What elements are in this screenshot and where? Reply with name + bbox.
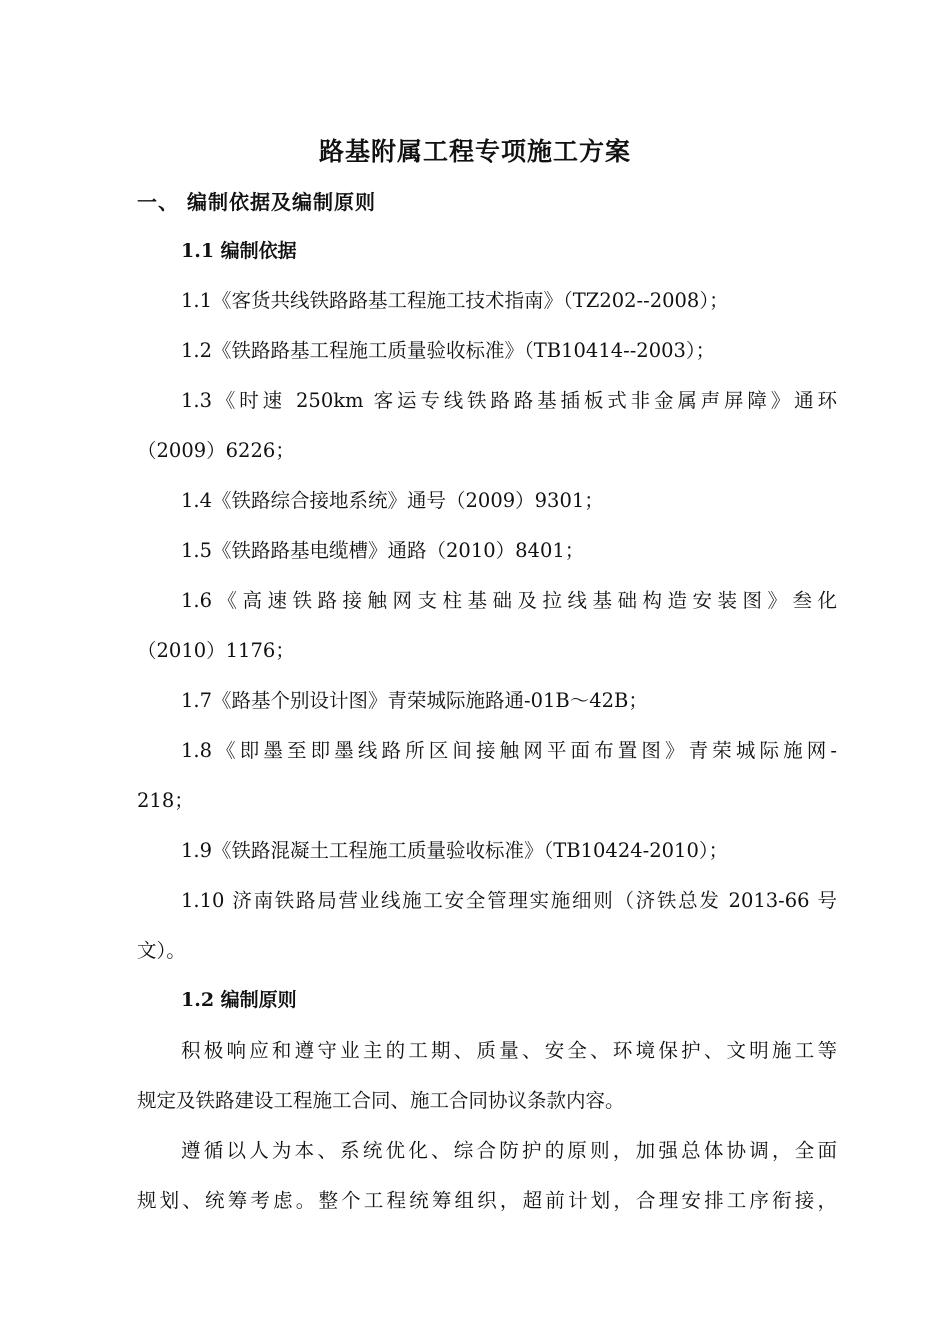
principle-1-line2: 规定及铁路建设工程施工合同、施工合同协议条款内容。 [137,1089,625,1112]
basis-item-5: 1.5《铁路路基电缆槽》通路（2010）8401； [181,539,585,562]
basis-item-4: 1.4《铁路综合接地系统》通号（2009）9301； [181,489,604,512]
basis-item-7: 1.7《路基个别设计图》青荣城际施路通-01B～42B； [181,689,648,712]
principle-2-line2: 规划、统筹考虑。整个工程统筹组织，超前计划，合理安排工序衔接， [137,1189,837,1212]
basis-item-9: 1.9《铁路混凝土工程施工质量验收标准》（TB10424-2010）； [181,839,729,862]
principle-2-line1: 遵循以人为本、系统优化、综合防护的原则，加强总体协调，全面 [181,1139,837,1162]
basis-item-6-line2: （2010）1176； [137,639,295,662]
section-heading-1: 一、 编制依据及编制原则 [137,190,376,214]
subsection-heading-1-2: 1.2 编制原则 [181,989,297,1011]
document-title: 路基附属工程专项施工方案 [318,137,631,166]
basis-item-3-line1: 1.3《时速 250km 客运专线铁路路基插板式非金属声屏障》通环 [181,389,837,412]
basis-item-1: 1.1《客货共线铁路路基工程施工技术指南》（TZ202--2008）； [181,289,729,312]
basis-item-6-line1: 1.6《高速铁路接触网支柱基础及拉线基础构造安装图》叁化 [181,589,837,612]
basis-item-8-line2: 218； [137,789,194,812]
basis-item-10-line2: 文）。 [137,939,186,962]
basis-item-2: 1.2《铁路路基工程施工质量验收标准》（TB10414--2003）； [181,339,716,362]
basis-item-3-line2: （2009）6226； [137,439,295,462]
basis-item-10-line1: 1.10 济南铁路局营业线施工安全管理实施细则（济铁总发 2013-66 号 [181,889,837,912]
principle-1-line1: 积极响应和遵守业主的工期、质量、安全、环境保护、文明施工等 [181,1039,837,1062]
subsection-heading-1-1: 1.1 编制依据 [181,240,297,262]
basis-item-8-line1: 1.8《即墨至即墨线路所区间接触网平面布置图》青荣城际施网- [181,739,837,762]
